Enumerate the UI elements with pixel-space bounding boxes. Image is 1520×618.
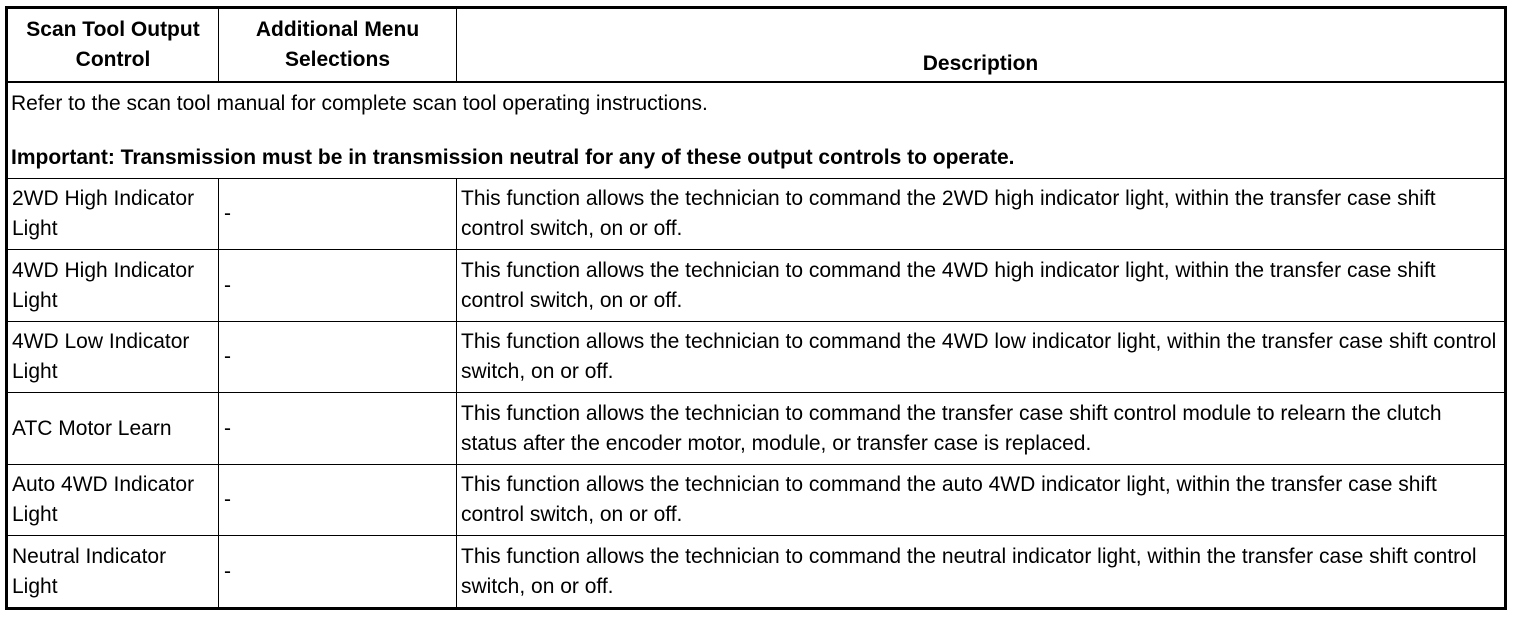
table-row bbox=[7, 393, 1506, 465]
important-note: Important: Transmission must be in transmission neutral for any of these output controls to operate. bbox=[11, 146, 1015, 169]
description-cell: This function allows the technician to command the auto 4WD indicator light, within the transfer case shift control switch, on or off. bbox=[457, 464, 1506, 536]
description-cell: This function allows the technician to command the 4WD high indicator light, within the transfer case shift control switch, on or off. bbox=[457, 250, 1506, 322]
control-cell: Neutral Indicator Light bbox=[7, 536, 219, 609]
table-row bbox=[7, 321, 1506, 393]
table-row bbox=[7, 536, 1506, 609]
note-cell bbox=[7, 82, 1506, 178]
header-menu-selections: Additional Menu Selections bbox=[219, 8, 457, 83]
control-cell: 4WD High Indicator Light bbox=[7, 250, 219, 322]
output-controls-table bbox=[5, 6, 1507, 610]
header-output-control: Scan Tool Output Control bbox=[7, 8, 219, 83]
control-cell: ATC Motor Learn bbox=[7, 393, 219, 465]
control-cell: 4WD Low Indicator Light bbox=[7, 321, 219, 393]
menu-cell: - bbox=[219, 178, 457, 250]
description-cell: This function allows the technician to command the neutral indicator light, within the transfer case shift control switch, on or off. bbox=[457, 536, 1506, 609]
header-description: Description bbox=[457, 8, 1506, 83]
menu-cell: - bbox=[219, 464, 457, 536]
header-row bbox=[7, 8, 1506, 83]
table-body bbox=[7, 82, 1506, 609]
table-header bbox=[7, 8, 1506, 83]
refer-note: Refer to the scan tool manual for complete scan tool operating instructions. bbox=[11, 92, 708, 115]
description-cell: This function allows the technician to command the 4WD low indicator light, within the transfer case shift control switch, on or off. bbox=[457, 321, 1506, 393]
table-row bbox=[7, 178, 1506, 250]
control-cell: Auto 4WD Indicator Light bbox=[7, 464, 219, 536]
menu-cell: - bbox=[219, 536, 457, 609]
table-row bbox=[7, 464, 1506, 536]
menu-cell: - bbox=[219, 393, 457, 465]
menu-cell: - bbox=[219, 321, 457, 393]
description-cell: This function allows the technician to command the 2WD high indicator light, within the transfer case shift control switch, on or off. bbox=[457, 178, 1506, 250]
description-cell: This function allows the technician to command the transfer case shift control module to relearn the clutch status after the encoder motor, module, or transfer case is replaced. bbox=[457, 393, 1506, 465]
table-row bbox=[7, 250, 1506, 322]
menu-cell: - bbox=[219, 250, 457, 322]
control-cell: 2WD High Indicator Light bbox=[7, 178, 219, 250]
note-row bbox=[7, 82, 1506, 178]
